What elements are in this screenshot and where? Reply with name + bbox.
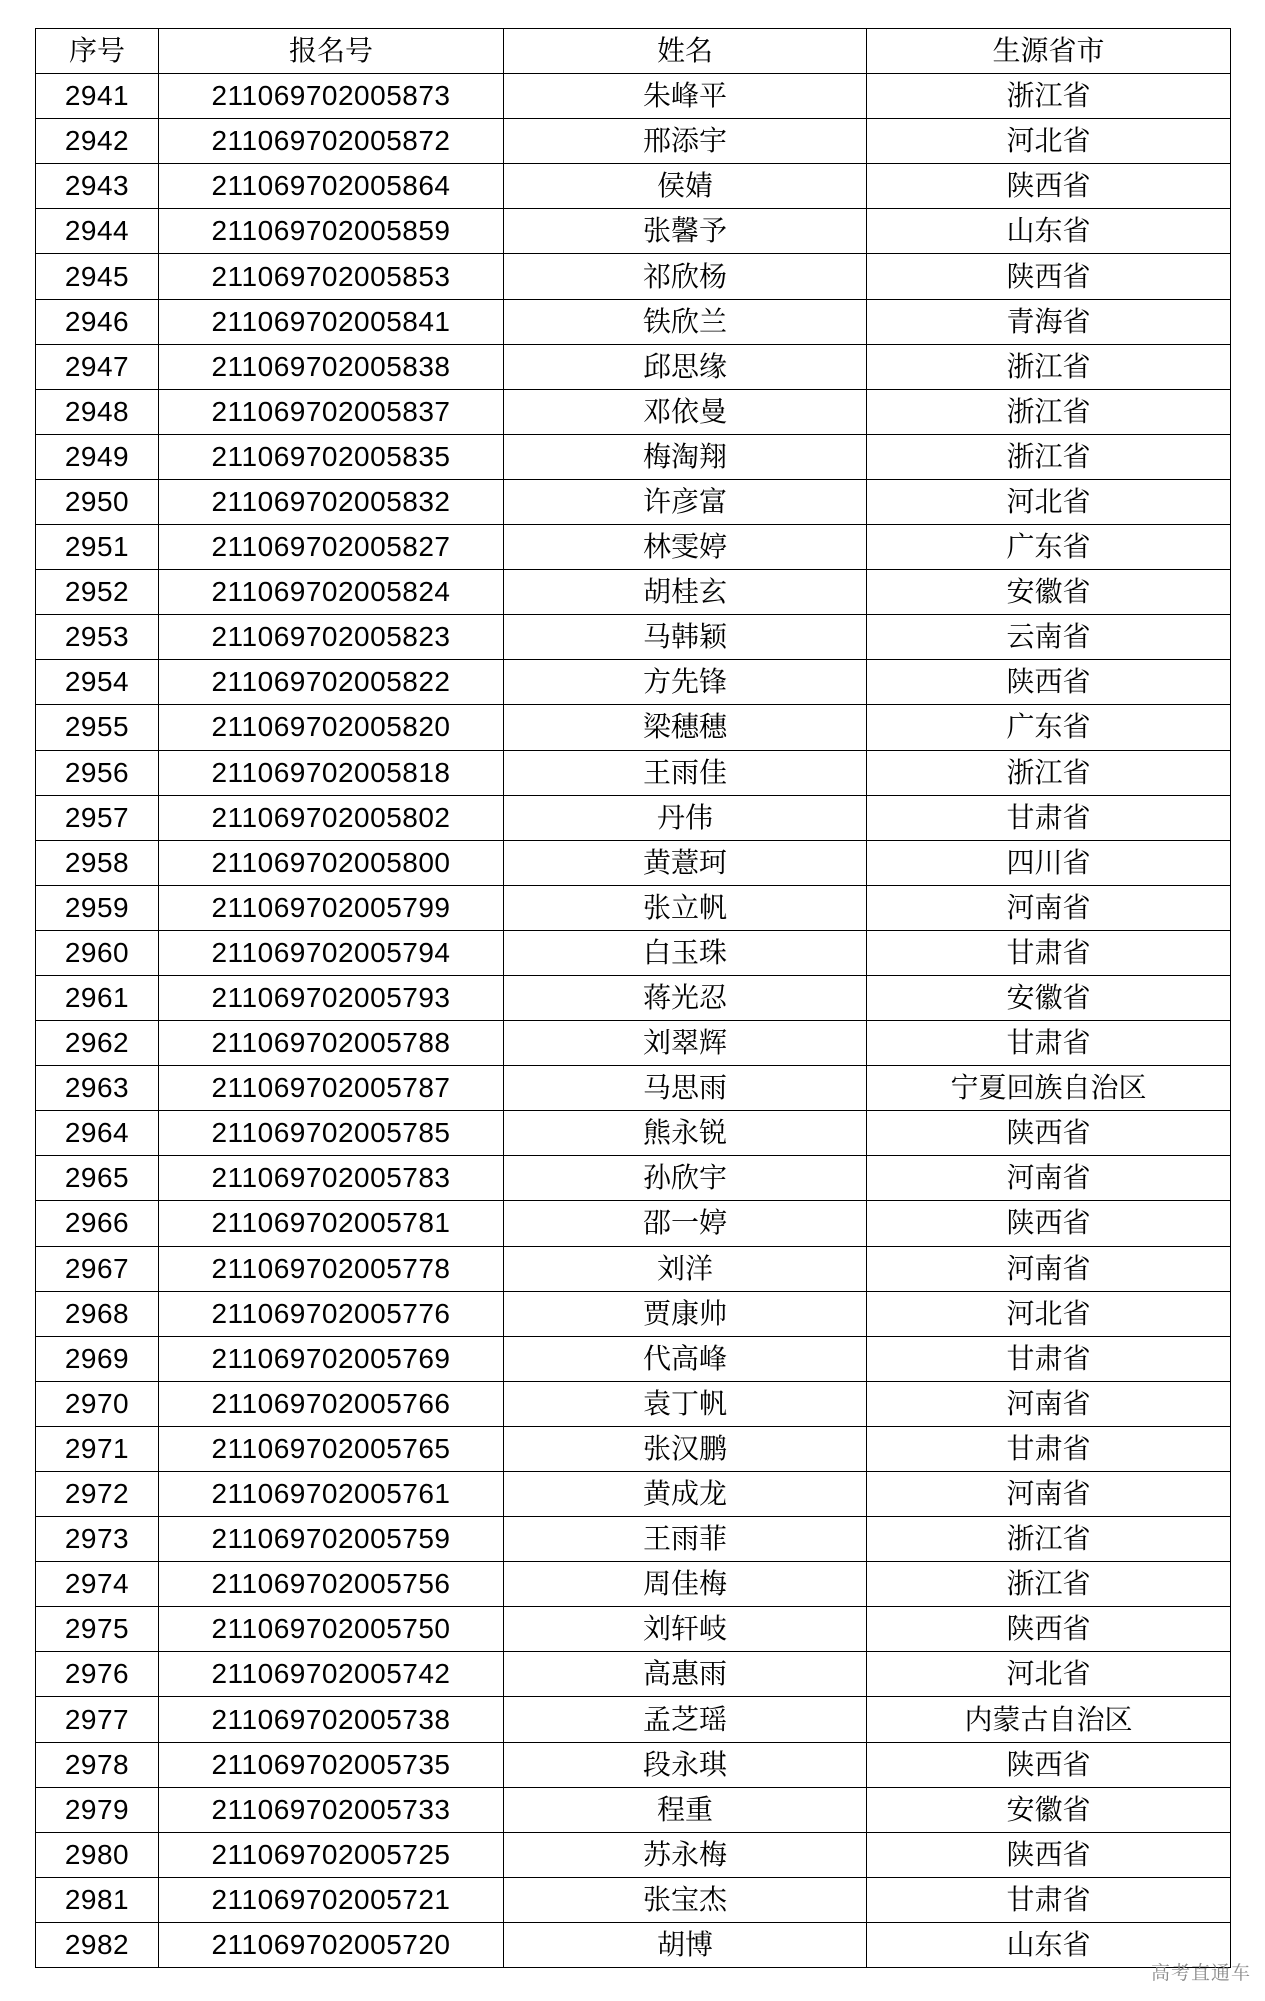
serial-number-cell: 2958: [36, 840, 159, 885]
table-row: [36, 299, 1231, 344]
name-cell: 林雯婷: [504, 525, 867, 570]
registration-number-cell: 211069702005742: [159, 1652, 504, 1697]
serial-number-cell: 2944: [36, 209, 159, 254]
table-row: [36, 1652, 1231, 1697]
home-province-cell: 陕西省: [867, 1742, 1231, 1787]
name-cell: 胡桂玄: [504, 570, 867, 615]
registration-number-cell: 211069702005824: [159, 570, 504, 615]
table-row: [36, 1426, 1231, 1471]
name-cell: 苏永梅: [504, 1832, 867, 1877]
registration-number-cell: 211069702005864: [159, 164, 504, 209]
name-cell: 黄成龙: [504, 1472, 867, 1517]
table-row: [36, 1381, 1231, 1426]
registration-number-cell: 211069702005853: [159, 254, 504, 299]
home-province-cell: 河北省: [867, 1291, 1231, 1336]
home-province-cell: 青海省: [867, 299, 1231, 344]
serial-number-cell: 2976: [36, 1652, 159, 1697]
home-province-cell: 安徽省: [867, 1787, 1231, 1832]
home-province-cell: 广东省: [867, 705, 1231, 750]
table-row: [36, 1472, 1231, 1517]
home-province-cell: 甘肃省: [867, 795, 1231, 840]
table-row: [36, 930, 1231, 975]
serial-number-cell: 2981: [36, 1877, 159, 1922]
home-province-cell: 浙江省: [867, 1562, 1231, 1607]
table-row: [36, 1562, 1231, 1607]
registration-number-cell: 211069702005750: [159, 1607, 504, 1652]
table-row: [36, 1877, 1231, 1922]
home-province-cell: 广东省: [867, 525, 1231, 570]
watermark-text: 高考直通车: [1150, 1962, 1251, 1984]
serial-number-cell: 2948: [36, 389, 159, 434]
home-province-cell: 浙江省: [867, 750, 1231, 795]
home-province-cell: 陕西省: [867, 254, 1231, 299]
registration-number-cell: 211069702005800: [159, 840, 504, 885]
home-province-cell: 陕西省: [867, 1832, 1231, 1877]
name-cell: 邱思缘: [504, 344, 867, 389]
name-cell: 熊永锐: [504, 1111, 867, 1156]
table-row: [36, 1201, 1231, 1246]
registration-number-cell: 211069702005832: [159, 479, 504, 524]
table-row: [36, 885, 1231, 930]
name-cell: 朱峰平: [504, 74, 867, 119]
name-cell: 张宝杰: [504, 1877, 867, 1922]
home-province-cell: 甘肃省: [867, 1877, 1231, 1922]
registration-number-cell: 211069702005788: [159, 1021, 504, 1066]
name-cell: 丹伟: [504, 795, 867, 840]
serial-number-cell: 2975: [36, 1607, 159, 1652]
home-province-cell: 河北省: [867, 119, 1231, 164]
serial-number-cell: 2959: [36, 885, 159, 930]
table-row: [36, 840, 1231, 885]
registration-number-cell: 211069702005721: [159, 1877, 504, 1922]
serial-number-cell: 2950: [36, 479, 159, 524]
serial-number-cell: 2952: [36, 570, 159, 615]
home-province-cell: 河南省: [867, 1156, 1231, 1201]
registration-number-cell: 211069702005766: [159, 1381, 504, 1426]
serial-number-cell: 2969: [36, 1336, 159, 1381]
serial-number-cell: 2960: [36, 930, 159, 975]
table-row: [36, 1607, 1231, 1652]
registration-number-cell: 211069702005778: [159, 1246, 504, 1291]
name-cell: 马韩颖: [504, 615, 867, 660]
home-province-cell: 内蒙古自治区: [867, 1697, 1231, 1742]
name-cell: 胡博: [504, 1922, 867, 1967]
registration-number-cell: 211069702005776: [159, 1291, 504, 1336]
table-row: [36, 344, 1231, 389]
serial-number-cell: 2942: [36, 119, 159, 164]
table-row: [36, 1066, 1231, 1111]
home-province-cell: 甘肃省: [867, 1021, 1231, 1066]
registration-number-cell: 211069702005837: [159, 389, 504, 434]
serial-number-cell: 2961: [36, 975, 159, 1020]
home-province-cell: 陕西省: [867, 1111, 1231, 1156]
name-cell: 张汉鹏: [504, 1426, 867, 1471]
serial-number-cell: 2965: [36, 1156, 159, 1201]
name-cell: 白玉珠: [504, 930, 867, 975]
registration-number-cell: 211069702005872: [159, 119, 504, 164]
table-row: [36, 164, 1231, 209]
registration-number-cell: 211069702005765: [159, 1426, 504, 1471]
serial-number-cell: 2956: [36, 750, 159, 795]
name-cell: 孟芝瑶: [504, 1697, 867, 1742]
table-row: [36, 1922, 1231, 1967]
serial-number-cell: 2963: [36, 1066, 159, 1111]
registration-number-cell: 211069702005720: [159, 1922, 504, 1967]
registration-number-cell: 211069702005756: [159, 1562, 504, 1607]
home-province-cell: 河北省: [867, 1652, 1231, 1697]
serial-number-cell: 2955: [36, 705, 159, 750]
registration-number-cell: 211069702005781: [159, 1201, 504, 1246]
home-province-cell: 浙江省: [867, 344, 1231, 389]
serial-number-cell: 2947: [36, 344, 159, 389]
table-row: [36, 705, 1231, 750]
table-row: [36, 615, 1231, 660]
name-cell: 侯婧: [504, 164, 867, 209]
name-cell: 邵一婷: [504, 1201, 867, 1246]
serial-number-cell: 2941: [36, 74, 159, 119]
name-cell: 铁欣兰: [504, 299, 867, 344]
home-province-cell: 浙江省: [867, 389, 1231, 434]
registration-number-cell: 211069702005738: [159, 1697, 504, 1742]
table-row: [36, 1021, 1231, 1066]
registration-number-cell: 211069702005835: [159, 434, 504, 479]
table-row: [36, 119, 1231, 164]
table-row: [36, 660, 1231, 705]
registration-number-cell: 211069702005838: [159, 344, 504, 389]
serial-number-cell: 2951: [36, 525, 159, 570]
name-cell: 段永琪: [504, 1742, 867, 1787]
header-row: [36, 29, 1231, 74]
serial-number-cell: 2974: [36, 1562, 159, 1607]
name-cell: 刘洋: [504, 1246, 867, 1291]
home-province-cell: 山东省: [867, 1922, 1231, 1967]
home-province-cell: 河南省: [867, 1246, 1231, 1291]
home-province-cell: 河北省: [867, 479, 1231, 524]
registration-number-cell: 211069702005787: [159, 1066, 504, 1111]
serial-number-cell: 2972: [36, 1472, 159, 1517]
serial-number-cell: 2980: [36, 1832, 159, 1877]
name-cell: 梁穗穗: [504, 705, 867, 750]
registration-number-cell: 211069702005859: [159, 209, 504, 254]
name-cell: 张立帆: [504, 885, 867, 930]
registration-number-cell: 211069702005820: [159, 705, 504, 750]
table-row: [36, 1742, 1231, 1787]
registration-number-cell: 211069702005759: [159, 1517, 504, 1562]
name-cell: 许彦富: [504, 479, 867, 524]
registration-number-cell: 211069702005785: [159, 1111, 504, 1156]
name-cell: 黄薏珂: [504, 840, 867, 885]
serial-number-cell: 2967: [36, 1246, 159, 1291]
name-cell: 王雨佳: [504, 750, 867, 795]
table-row: [36, 1291, 1231, 1336]
registration-number-cell: 211069702005799: [159, 885, 504, 930]
registration-number-cell: 211069702005793: [159, 975, 504, 1020]
table-row: [36, 1697, 1231, 1742]
name-cell: 马思雨: [504, 1066, 867, 1111]
name-cell: 贾康帅: [504, 1291, 867, 1336]
home-province-cell: 河南省: [867, 1472, 1231, 1517]
name-cell: 梅淘翔: [504, 434, 867, 479]
home-province-cell: 四川省: [867, 840, 1231, 885]
table-row: [36, 209, 1231, 254]
header-name: 姓名: [504, 29, 867, 74]
home-province-cell: 云南省: [867, 615, 1231, 660]
registration-number-cell: 211069702005841: [159, 299, 504, 344]
home-province-cell: 安徽省: [867, 570, 1231, 615]
name-cell: 程重: [504, 1787, 867, 1832]
table-row: [36, 1246, 1231, 1291]
home-province-cell: 山东省: [867, 209, 1231, 254]
header-serial-number: 序号: [36, 29, 159, 74]
name-cell: 张馨予: [504, 209, 867, 254]
home-province-cell: 甘肃省: [867, 1426, 1231, 1471]
name-cell: 代高峰: [504, 1336, 867, 1381]
registration-number-cell: 211069702005873: [159, 74, 504, 119]
serial-number-cell: 2949: [36, 434, 159, 479]
serial-number-cell: 2970: [36, 1381, 159, 1426]
serial-number-cell: 2977: [36, 1697, 159, 1742]
registration-number-cell: 211069702005802: [159, 795, 504, 840]
name-cell: 袁丁帆: [504, 1381, 867, 1426]
serial-number-cell: 2964: [36, 1111, 159, 1156]
home-province-cell: 河南省: [867, 885, 1231, 930]
serial-number-cell: 2966: [36, 1201, 159, 1246]
name-cell: 周佳梅: [504, 1562, 867, 1607]
home-province-cell: 陕西省: [867, 660, 1231, 705]
serial-number-cell: 2953: [36, 615, 159, 660]
admission-list-sheet: [35, 28, 1230, 1968]
name-cell: 祁欣杨: [504, 254, 867, 299]
registration-number-cell: 211069702005818: [159, 750, 504, 795]
table-row: [36, 389, 1231, 434]
serial-number-cell: 2962: [36, 1021, 159, 1066]
table-row: [36, 1787, 1231, 1832]
serial-number-cell: 2957: [36, 795, 159, 840]
home-province-cell: 浙江省: [867, 434, 1231, 479]
table-row: [36, 750, 1231, 795]
name-cell: 刘轩岐: [504, 1607, 867, 1652]
home-province-cell: 甘肃省: [867, 930, 1231, 975]
serial-number-cell: 2971: [36, 1426, 159, 1471]
home-province-cell: 浙江省: [867, 1517, 1231, 1562]
serial-number-cell: 2979: [36, 1787, 159, 1832]
table-row: [36, 74, 1231, 119]
name-cell: 孙欣宇: [504, 1156, 867, 1201]
name-cell: 王雨菲: [504, 1517, 867, 1562]
registration-number-cell: 211069702005827: [159, 525, 504, 570]
table-row: [36, 1156, 1231, 1201]
home-province-cell: 甘肃省: [867, 1336, 1231, 1381]
registration-number-cell: 211069702005725: [159, 1832, 504, 1877]
name-cell: 方先锋: [504, 660, 867, 705]
serial-number-cell: 2943: [36, 164, 159, 209]
home-province-cell: 陕西省: [867, 164, 1231, 209]
table-body: [36, 74, 1231, 1968]
registration-number-cell: 211069702005769: [159, 1336, 504, 1381]
registration-number-cell: 211069702005783: [159, 1156, 504, 1201]
table-row: [36, 434, 1231, 479]
serial-number-cell: 2968: [36, 1291, 159, 1336]
table-row: [36, 1517, 1231, 1562]
registration-number-cell: 211069702005735: [159, 1742, 504, 1787]
registration-number-cell: 211069702005822: [159, 660, 504, 705]
serial-number-cell: 2946: [36, 299, 159, 344]
registration-number-cell: 211069702005794: [159, 930, 504, 975]
header-registration-number: 报名号: [159, 29, 504, 74]
table-row: [36, 254, 1231, 299]
name-cell: 邢添宇: [504, 119, 867, 164]
name-cell: 刘翠辉: [504, 1021, 867, 1066]
table-row: [36, 795, 1231, 840]
table-row: [36, 525, 1231, 570]
table-row: [36, 1111, 1231, 1156]
home-province-cell: 河南省: [867, 1381, 1231, 1426]
home-province-cell: 陕西省: [867, 1607, 1231, 1652]
serial-number-cell: 2954: [36, 660, 159, 705]
table-row: [36, 570, 1231, 615]
table-row: [36, 1336, 1231, 1381]
serial-number-cell: 2973: [36, 1517, 159, 1562]
name-cell: 蒋光忍: [504, 975, 867, 1020]
registration-number-cell: 211069702005761: [159, 1472, 504, 1517]
admission-list-table: [35, 28, 1231, 1968]
table-row: [36, 1832, 1231, 1877]
serial-number-cell: 2982: [36, 1922, 159, 1967]
serial-number-cell: 2978: [36, 1742, 159, 1787]
registration-number-cell: 211069702005733: [159, 1787, 504, 1832]
table-header: [36, 29, 1231, 74]
header-home-province: 生源省市: [867, 29, 1231, 74]
table-row: [36, 479, 1231, 524]
serial-number-cell: 2945: [36, 254, 159, 299]
name-cell: 邓依曼: [504, 389, 867, 434]
home-province-cell: 浙江省: [867, 74, 1231, 119]
name-cell: 高惠雨: [504, 1652, 867, 1697]
home-province-cell: 安徽省: [867, 975, 1231, 1020]
home-province-cell: 宁夏回族自治区: [867, 1066, 1231, 1111]
home-province-cell: 陕西省: [867, 1201, 1231, 1246]
table-row: [36, 975, 1231, 1020]
registration-number-cell: 211069702005823: [159, 615, 504, 660]
